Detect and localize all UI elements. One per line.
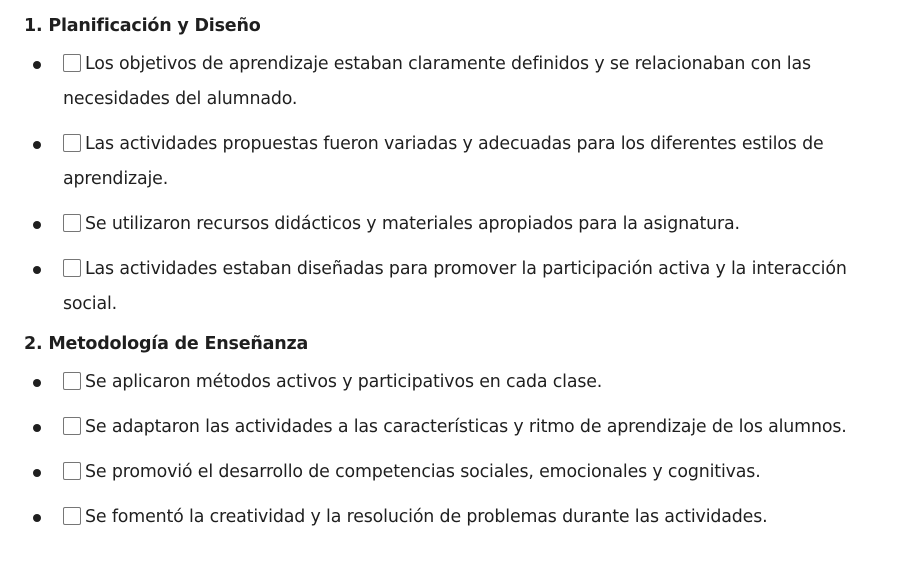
checklist-item-text: Las actividades propuestas fueron variadas y adecuadas para los diferentes estilos de aprendizaje. — [63, 134, 824, 189]
checklist-item — [24, 500, 863, 535]
bullet-icon — [33, 141, 41, 149]
checklist-item — [24, 455, 863, 490]
checkbox[interactable] — [63, 507, 81, 525]
checklist — [24, 47, 901, 322]
checklist-item — [24, 47, 863, 117]
checklist-item — [24, 365, 863, 400]
checkbox[interactable] — [63, 134, 81, 152]
section-title: 2. Metodología de Enseñanza — [24, 334, 309, 354]
checkbox[interactable] — [63, 54, 81, 72]
section-planificacion — [24, 14, 901, 322]
checkbox[interactable] — [63, 372, 81, 390]
checklist-item-text: Se fomentó la creatividad y la resolución de problemas durante las actividades. — [85, 507, 768, 527]
bullet-icon — [33, 424, 41, 432]
checklist-item — [24, 207, 863, 242]
section-title: 1. Planificación y Diseño — [24, 16, 261, 36]
bullet-icon — [33, 61, 41, 69]
checklist-item-text: Los objetivos de aprendizaje estaban claramente definidos y se relacionaban con las necesidades del alumnado. — [63, 54, 811, 109]
checklist-item-text: Las actividades estaban diseñadas para promover la participación activa y la interacción social. — [63, 259, 847, 314]
checklist-item-text: Se adaptaron las actividades a las características y ritmo de aprendizaje de los alumnos. — [85, 417, 847, 437]
checklist-item — [24, 252, 863, 322]
checkbox[interactable] — [63, 417, 81, 435]
section-metodologia — [24, 332, 901, 535]
checklist-item — [24, 127, 863, 197]
checklist-item-text: Se utilizaron recursos didácticos y materiales apropiados para la asignatura. — [85, 214, 740, 234]
checkbox[interactable] — [63, 214, 81, 232]
bullet-icon — [33, 514, 41, 522]
bullet-icon — [33, 469, 41, 477]
checklist-item-text: Se aplicaron métodos activos y participativos en cada clase. — [85, 372, 603, 392]
checkbox[interactable] — [63, 462, 81, 480]
bullet-icon — [33, 379, 41, 387]
bullet-icon — [33, 221, 41, 229]
checklist — [24, 365, 901, 535]
checklist-item — [24, 410, 863, 445]
checklist-item-text: Se promovió el desarrollo de competencias sociales, emocionales y cognitivas. — [85, 462, 761, 482]
checkbox[interactable] — [63, 259, 81, 277]
bullet-icon — [33, 266, 41, 274]
